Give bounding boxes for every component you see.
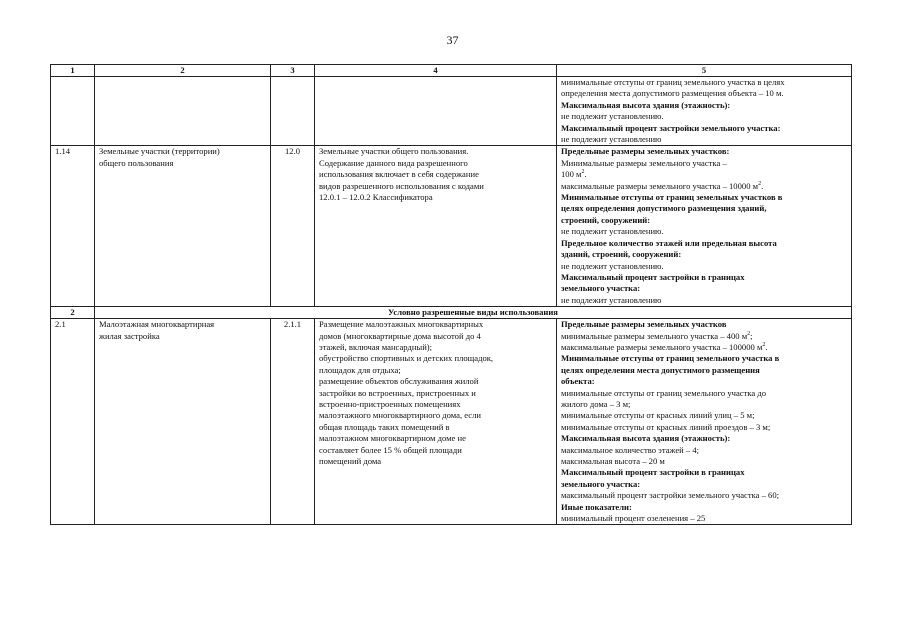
header-cell-1: 1 bbox=[51, 65, 95, 77]
description-line: встроенно-пристроенных помещениях bbox=[319, 398, 461, 409]
superscript: 2 bbox=[747, 330, 751, 337]
parameter-line-text: Максимальный процент застройки в границах bbox=[561, 271, 745, 282]
punctuation: . bbox=[761, 180, 764, 191]
cell-number: 1.14 bbox=[51, 146, 95, 307]
parameter-line-text: зданий, строений, сооружений: bbox=[561, 249, 682, 260]
parameter-line bbox=[561, 158, 847, 169]
parameter-line-text: не подлежит установлению. bbox=[561, 111, 664, 122]
use-type-line: Земельные участки (территории) bbox=[99, 146, 220, 157]
use-type-line: жилая застройка bbox=[99, 330, 160, 341]
parameter-line-text: Минимальные размеры земельного участка – bbox=[561, 157, 727, 168]
parameter-line bbox=[561, 467, 847, 478]
parameter-line bbox=[561, 249, 847, 260]
parameter-line bbox=[561, 388, 847, 399]
header-row bbox=[51, 65, 852, 77]
page-number: 37 bbox=[446, 33, 459, 47]
parameter-line bbox=[561, 283, 847, 294]
parameter-line bbox=[561, 433, 847, 444]
parameter-line bbox=[561, 261, 847, 272]
cell-use-type bbox=[95, 319, 271, 525]
parameter-line bbox=[561, 399, 847, 410]
parameter-line-text: земельного участка: bbox=[561, 283, 641, 294]
parameter-line-text: максимальная высота – 20 м bbox=[561, 456, 665, 466]
parameter-line bbox=[561, 456, 847, 467]
punctuation: . bbox=[584, 169, 587, 180]
section-title: Условно разрешенные виды использования bbox=[95, 307, 852, 319]
description-line: 12.0.1 – 12.0.2 Классификатора bbox=[319, 192, 433, 203]
description-line: Размещение малоэтажных многоквартирных bbox=[319, 319, 484, 330]
section-row bbox=[51, 307, 852, 319]
description-line: площадок для отдыха; bbox=[319, 364, 401, 375]
cell-description bbox=[315, 77, 557, 146]
parameter-line-text: максимальные размеры земельного участка – 10000 м bbox=[561, 180, 759, 191]
table-row bbox=[51, 146, 852, 307]
cell-parameters bbox=[557, 319, 852, 525]
parameter-line-text: Минимальные отступы от границ земельных участков в bbox=[561, 192, 783, 203]
parameter-line-text: минимальные отступы от красных линий проездов – 3 м; bbox=[561, 421, 771, 432]
punctuation: . bbox=[765, 341, 768, 352]
parameter-line-text: максимальные размеры земельного участка – 100000 м bbox=[561, 341, 763, 352]
parameter-line bbox=[561, 100, 847, 111]
parameter-line bbox=[561, 319, 847, 330]
parameter-line bbox=[561, 146, 847, 157]
parameter-line-text: минимальные отступы от красных линий улиц – 5 м; bbox=[561, 410, 755, 421]
parameter-line-text: объекта: bbox=[561, 376, 595, 387]
parameter-line-text: максимальное количество этажей – 4; bbox=[561, 444, 700, 455]
parameter-line-text: определения места допустимого размещения объекта – 10 м. bbox=[561, 88, 784, 99]
parameter-line-text: не подлежит установлению. bbox=[561, 226, 664, 237]
cell-description bbox=[315, 319, 557, 525]
parameter-line-text: не подлежит установлению bbox=[561, 134, 662, 145]
parameter-line-text: Максимальная высота здания (этажность): bbox=[561, 433, 731, 444]
parameter-line-text: максимальный процент застройки земельного участка – 60; bbox=[561, 490, 780, 501]
cell-number bbox=[51, 77, 95, 146]
parameter-line bbox=[561, 365, 847, 376]
superscript: 2 bbox=[762, 342, 766, 349]
parameter-line-text: минимальный процент озеленения – 25 bbox=[561, 513, 706, 524]
parameter-line-text: Предельное количество этажей или предельная высота bbox=[561, 237, 777, 248]
superscript: 2 bbox=[581, 169, 585, 176]
parameter-line-text: Минимальные отступы от границ земельного участка в bbox=[561, 353, 780, 364]
parameter-line bbox=[561, 111, 847, 122]
parameter-line-text: Предельные размеры земельных участков bbox=[561, 319, 727, 330]
parameter-line bbox=[561, 123, 847, 134]
table-row bbox=[51, 77, 852, 146]
parameter-line bbox=[561, 169, 847, 180]
parameter-line-text: Максимальная высота здания (этажность): bbox=[561, 99, 731, 110]
land-use-table bbox=[50, 64, 852, 525]
parameter-line bbox=[561, 331, 847, 342]
parameter-line bbox=[561, 134, 847, 145]
cell-code: 2.1.1 bbox=[271, 319, 315, 525]
header-cell-2: 2 bbox=[95, 65, 271, 77]
cell-code: 12.0 bbox=[271, 146, 315, 307]
parameter-line-text: не подлежит установлению bbox=[561, 294, 662, 305]
punctuation: ; bbox=[750, 330, 753, 341]
parameter-line bbox=[561, 376, 847, 387]
section-number: 2 bbox=[51, 307, 95, 319]
parameter-line bbox=[561, 203, 847, 214]
parameter-line-text: Максимальный процент застройки в границах bbox=[561, 467, 745, 478]
cell-parameters bbox=[557, 146, 852, 307]
parameter-line-text: строений, сооружений: bbox=[561, 214, 651, 225]
header-cell-3: 3 bbox=[271, 65, 315, 77]
parameter-line bbox=[561, 215, 847, 226]
description-line: застройки во встроенных, пристроенных и bbox=[319, 387, 476, 398]
parameter-line bbox=[561, 192, 847, 203]
description-line: малоэтажного многоквартирного дома, если bbox=[319, 410, 482, 421]
parameter-line bbox=[561, 295, 847, 306]
parameter-line-text: минимальные отступы от границ земельного участка до bbox=[561, 387, 767, 398]
parameter-line bbox=[561, 422, 847, 433]
parameter-line-text: не подлежит установлению. bbox=[561, 260, 664, 271]
description-line: домов (многоквартирные дома высотой до 4 bbox=[319, 330, 481, 341]
parameter-line bbox=[561, 502, 847, 513]
cell-number: 2.1 bbox=[51, 319, 95, 525]
parameter-line-text: земельного участка: bbox=[561, 478, 641, 489]
parameter-line-text: целях определения допустимого размещения зданий, bbox=[561, 203, 767, 214]
description-line: Содержание данного вида разрешенного bbox=[319, 157, 468, 168]
parameter-line bbox=[561, 479, 847, 490]
parameter-line bbox=[561, 490, 847, 501]
parameter-line bbox=[561, 272, 847, 283]
description-line: обустройство спортивных и детских площадок, bbox=[319, 353, 494, 364]
description-line: составляет более 15 % общей площади bbox=[319, 444, 462, 455]
cell-use-type bbox=[95, 77, 271, 146]
description-line: общая площадь таких помещений в bbox=[319, 421, 450, 432]
parameter-line-text: 100 м bbox=[561, 169, 582, 180]
parameter-line bbox=[561, 226, 847, 237]
parameter-line bbox=[561, 181, 847, 192]
parameter-line bbox=[561, 77, 847, 88]
parameter-line-text: Предельные размеры земельных участков: bbox=[561, 146, 730, 157]
cell-code bbox=[271, 77, 315, 146]
description-line: малоэтажном многоквартирном доме не bbox=[319, 433, 466, 444]
description-line: использования включает в себя содержание bbox=[319, 169, 479, 180]
parameter-line bbox=[561, 88, 847, 99]
cell-parameters bbox=[557, 77, 852, 146]
parameter-line bbox=[561, 513, 847, 524]
cell-use-type bbox=[95, 146, 271, 307]
parameter-line bbox=[561, 445, 847, 456]
parameter-line bbox=[561, 410, 847, 421]
description-line: этажей, включая мансардный); bbox=[319, 341, 433, 352]
parameter-line-text: целях определения места допустимого размещения bbox=[561, 364, 760, 375]
parameter-line-text: минимальные размеры земельного участка – 400 м bbox=[561, 330, 748, 341]
parameter-line bbox=[561, 353, 847, 364]
header-cell-4: 4 bbox=[315, 65, 557, 77]
description-line: помещений дома bbox=[319, 456, 382, 466]
parameter-line bbox=[561, 238, 847, 249]
parameter-line bbox=[561, 342, 847, 353]
description-line: Земельные участки общего пользования. bbox=[319, 146, 469, 157]
description-line: видов разрешенного использования с кодами bbox=[319, 180, 484, 191]
use-type-line: общего пользования bbox=[99, 157, 174, 168]
use-type-line: Малоэтажная многоквартирная bbox=[99, 319, 215, 330]
header-cell-5: 5 bbox=[557, 65, 852, 77]
description-line: размещение объектов обслуживания жилой bbox=[319, 376, 479, 387]
parameter-line-text: минимальные отступы от границ земельного участка в целях bbox=[561, 77, 785, 87]
cell-description bbox=[315, 146, 557, 307]
table-row bbox=[51, 319, 852, 525]
parameter-line-text: Максимальный процент застройки земельного участка: bbox=[561, 122, 781, 133]
superscript: 2 bbox=[758, 180, 762, 187]
parameter-line-text: Иные показатели: bbox=[561, 501, 632, 512]
parameter-line-text: жилого дома – 3 м; bbox=[561, 398, 631, 409]
